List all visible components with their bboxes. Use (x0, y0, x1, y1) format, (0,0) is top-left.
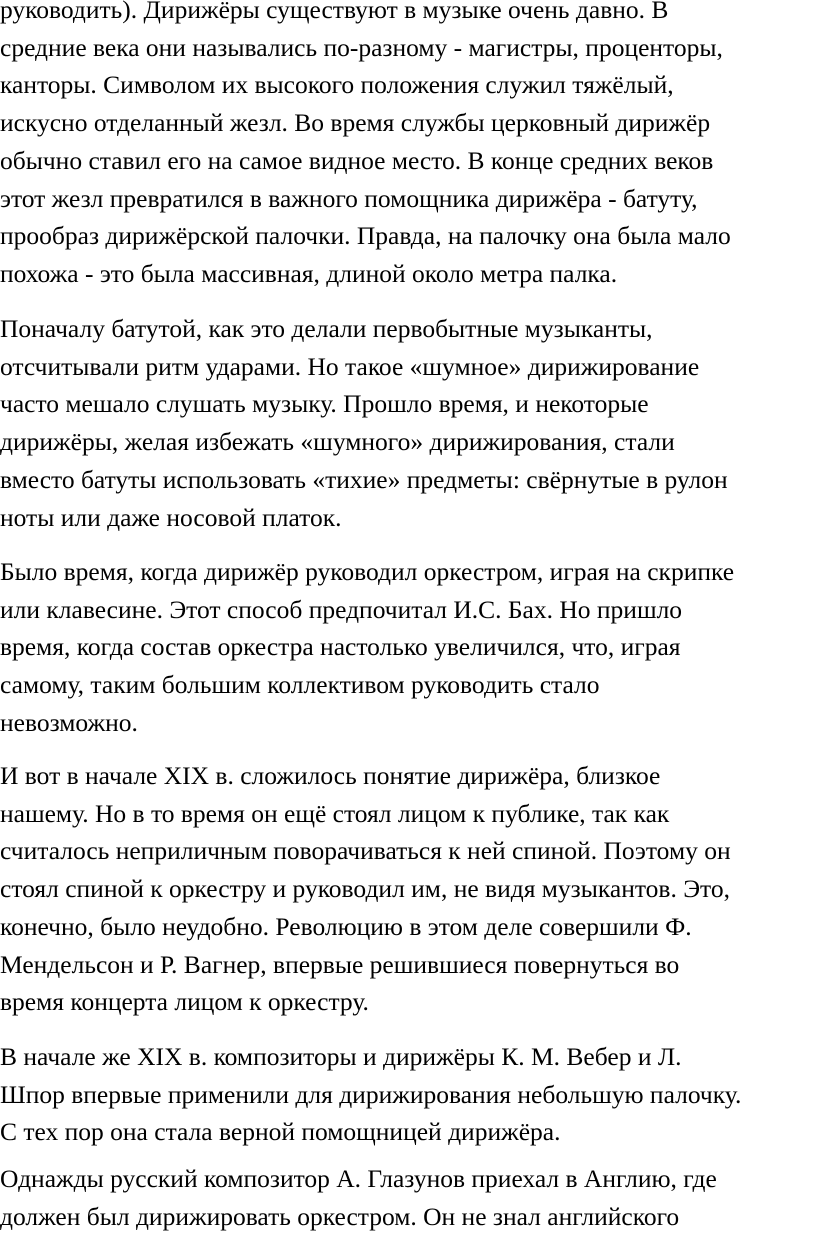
text-line: время концерта лицом к оркестру. (0, 987, 369, 1017)
text-line: дирижёры, желая избежать «шумного» дирижирования, стали (0, 427, 675, 457)
text-line: невозможно. (0, 707, 138, 737)
text-line: нашему. Но в то время он ещё стоял лицом к публике, так как (0, 798, 670, 828)
text-line: Однажды русский композитор А. Глазунов приехал в Англию, где (0, 1164, 717, 1193)
paragraph (0, 310, 728, 536)
text-line: Было время, когда дирижёр руководил оркестром, играя на скрипке (0, 557, 735, 586)
text-line: стоял спиной к оркестру и руководил им, не видя музыкантов. Это, (0, 874, 730, 904)
text-line: считалось неприличным поворачиваться к ней спиной. Поэтому он (0, 836, 731, 866)
paragraph (0, 553, 734, 742)
text-line: должен был дирижировать оркестром. Он не знал английского (0, 1201, 680, 1231)
text-line: Шпор впервые применили для дирижирования небольшую палочку. (0, 1079, 742, 1109)
paragraph (0, 1038, 741, 1151)
text-line: время, когда состав оркестра настолько увеличился, что, играя (0, 632, 681, 662)
text-line: канторы. Символом их высокого положения служил тяжёлый, (0, 70, 674, 100)
text-line: вместо батуты использовать «тихие» предметы: свёрнутые в рулон (0, 464, 728, 494)
text-line: И вот в начале XIX в. сложилось понятие дирижёра, близкое (0, 761, 661, 790)
text-line: ноты или даже носовой платок. (0, 502, 342, 532)
text-line: прообраз дирижёрской палочки. Правда, на палочку она была мало (0, 221, 731, 251)
text-line: отсчитывали ритм ударами. Но такое «шумное» дирижирование (0, 351, 700, 381)
text-line: или клавесине. Этот способ предпочитал И.С. Бах. Но пришло (0, 594, 683, 624)
text-line: самому, таким большим коллективом руководить стало (0, 670, 600, 700)
paragraph (0, 1160, 717, 1235)
text-line: часто мешало слушать музыку. Прошло время, и некоторые (0, 389, 649, 419)
paragraph (0, 0, 731, 293)
text-line: С тех пор она стала верной помощницей дирижёра. (0, 1117, 561, 1147)
text-line: Мендельсон и Р. Вагнер, впервые решившиеся повернуться во (0, 949, 680, 979)
text-line: искусно отделанный жезл. Во время службы церковный дирижёр (0, 108, 711, 138)
text-line: похожа - это была массивная, длиной около метра палка. (0, 258, 618, 288)
paragraph (0, 757, 731, 1021)
text-line: конечно, было неудобно. Революцию в этом деле совершили Ф. (0, 911, 692, 941)
text-line: этот жезл превратился в важного помощника дирижёра - батуту, (0, 183, 698, 213)
text-line: Поначалу батутой, как это делали первобытные музыканты, (0, 314, 653, 343)
text-line: обычно ставил его на самое видное место. В конце средних веков (0, 145, 714, 175)
text-line: руководить). Дирижёры существуют в музыке очень давно. В (0, 0, 669, 24)
text-line: средние века они назывались по-разному - магистры, проценторы, (0, 32, 723, 62)
text-line: В начале же XIX в. композиторы и дирижёры К. М. Вебер и Л. (0, 1042, 682, 1071)
